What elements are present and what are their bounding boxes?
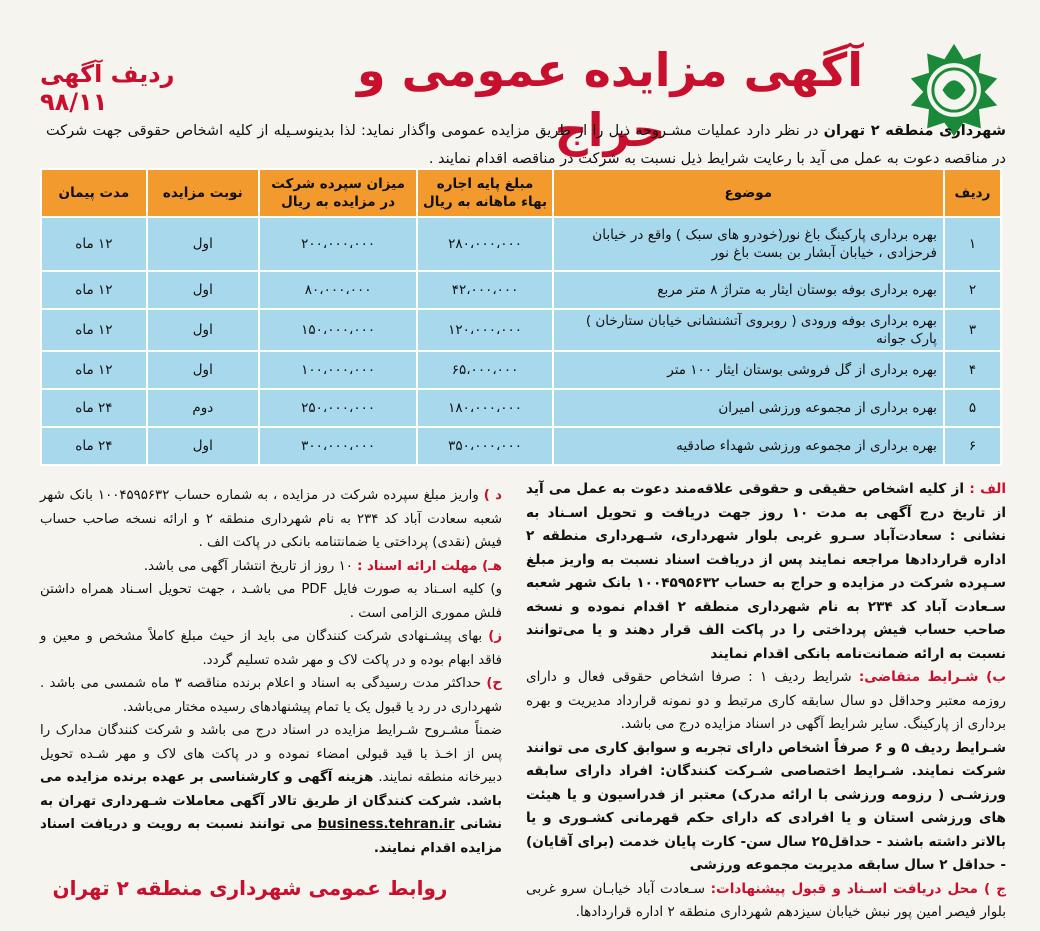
cell-base-rent: ۴۲،۰۰۰،۰۰۰	[417, 271, 552, 309]
cell-deposit: ۲۰۰،۰۰۰،۰۰۰	[259, 217, 418, 271]
condition-z: ز) بهای پیشـنهادی شرکت کنندگان می باید از حیث مبلغ کاملاً مشخص و معین و فاقد ابهام بوده و در پاکت لاک و مهر شده تسلیم گردد.	[40, 629, 502, 668]
cell-round: اول	[147, 217, 259, 271]
cell-deposit: ۱۵۰،۰۰۰،۰۰۰	[259, 309, 418, 351]
conditions-left-column	[40, 484, 502, 860]
table-row	[41, 309, 1001, 351]
condition-b-extra: شـرایط ردیف ۵ و ۶ صرفاً اشخاص دارای تجربه و سوابق کاری می توانند شرکت نمایند. شـرایط اختصاصی شـرکت کنندگان: افراد دارای سابقه ورزشـی ( رزومه ورزشی با ارائه مدرک) معتبر از فدراسیون و یا هیئت های ورزشی استان و یا افرادی که دارای حکم قهرمانی کشـوری و یا بالاتر داشته باشند - حداقل۲۵ سال سن- کارت پایان خدمت (برای آقایان) - حداقل ۲ سال سابقه مدیریت مجموعه ورزشی	[526, 739, 1007, 873]
cell-subject: بهره برداری پارکینگ باغ نور(خودرو های سبک ) واقع در خیابان فرحزادی ، خیابان آبشار بن بست باغ نور	[553, 217, 944, 271]
cell-round: اول	[147, 309, 259, 351]
cell-subject: بهره برداری بوفه بوستان ایثار به متراژ ۸ متر مربع	[553, 271, 944, 309]
header-row-number: ردیف	[944, 169, 1001, 217]
notice-title: آگهی مزایده عمومی و حراج	[356, 43, 864, 157]
ad-number: ردیف آگهی ۹۸/۱۱	[40, 60, 175, 116]
intro-paragraph	[46, 117, 1006, 173]
cell-base-rent: ۳۵۰،۰۰۰،۰۰۰	[417, 427, 552, 465]
table-row	[41, 389, 1001, 427]
cell-row: ۲	[944, 271, 1001, 309]
table-row	[41, 271, 1001, 309]
cell-duration: ۱۲ ماه	[41, 309, 147, 351]
conditions-right-column	[526, 478, 1006, 925]
cell-subject: بهره برداری از گل فروشی بوستان ایثار ۱۰۰ متر	[553, 351, 944, 389]
intro-bold: شهرداری منطقه ۲ تهران	[823, 122, 1007, 139]
cell-duration: ۲۴ ماه	[41, 427, 147, 465]
condition-h2: ح) حداکثر مدت رسیدگی به اسناد و اعلام برنده مناقصه ۳ ماه شمسی می باشد . شهرداری در رد یا قبول یک یا تمام پیشنهادهای رسیده مختار می‌باشد.	[40, 676, 502, 715]
header-base-rent: مبلغ پایه اجاره بهاء ماهانه به ریال	[417, 169, 552, 217]
condition-v: و) کلیه اسـناد به صورت فایل PDF می باشـد ، جهت تحویل اسـناد همراه داشتن فلش مموری الزامی است .	[40, 582, 502, 621]
cell-base-rent: ۱۸۰،۰۰۰،۰۰۰	[417, 389, 552, 427]
cell-base-rent: ۱۲۰،۰۰۰،۰۰۰	[417, 309, 552, 351]
auction-items-table	[40, 168, 1002, 466]
cell-row: ۴	[944, 351, 1001, 389]
condition-d: د ) واریز مبلغ سپرده شرکت در مزایده ، به شماره حساب ۱۰۰۴۵۹۵۶۳۲ بانک شهر شعبه سعادت آباد کد ۲۳۴ به نام شهرداری منطقه ۲ و ارائه نسخه صاحب حساب فیش (نقدی) پرداختی یا ضمانتنامه بانکی در پاکت الف .	[40, 488, 502, 550]
cell-duration: ۱۲ ماه	[41, 217, 147, 271]
condition-c: ج ) محل دریافت اسـناد و قبول پیشنهادات: سـعادت آباد خیابـان سرو غربی بلوار فیصر امین پور نبش خیابان سیزدهم شهرداری منطقه ۲ اداره قراردادها.	[526, 880, 1007, 920]
cell-row: ۶	[944, 427, 1001, 465]
footer-public-relations: روابط عمومی شهرداری منطقه ۲ تهران	[52, 876, 448, 900]
intro-text: در نظر دارد عملیات مشـروحه ذیل را از طریق مزایده عمومی واگذار نماید: لذا بدینوسـیله از کلیه اشخاص حقوقی جهت شرکت در مناقصه دعوت به عمل می آید با رعایت شرایط ذیل نسبت به شرکت در مناقصه اقدام نمایند .	[46, 122, 1006, 167]
cell-deposit: ۸۰،۰۰۰،۰۰۰	[259, 271, 418, 309]
cell-base-rent: ۲۸۰،۰۰۰،۰۰۰	[417, 217, 552, 271]
cell-subject: بهره برداری از مجموعه ورزشی امیران	[553, 389, 944, 427]
cell-duration: ۲۴ ماه	[41, 389, 147, 427]
header-subject: موضوع	[553, 169, 944, 217]
condition-a: الف : از کلیه اشخاص حقیقی و حقوقی علاقه‌مند دعوت به عمل می آید از تاریخ درج آگهی به مدت ۱۰ روز جهت دریافت و تحویل اسـناد به نشانی : سعادت‌آباد سـرو غربی بلوار شهرداری، شـهرداری منطقه ۲ اداره قراردادها مراجعه نمایند پس از دریافت اسناد نسبت به واریز مبلغ سـپرده شرکت در مزایده و حراج به حساب ۱۰۰۴۵۹۵۶۳۲ بانک شهر شعبه سـعادت آباد کد ۲۳۴ به نام شهرداری منطقه ۲ اقدام نموده و نسخه صاحب حساب فیش پرداختی را در پاکت الف قرار دهند و یا می‌توانند نسبت به ارائه ضمانت‌نامه بانکی اقدام نمایند	[526, 481, 1007, 662]
cell-round: اول	[147, 351, 259, 389]
cell-row: ۳	[944, 309, 1001, 351]
condition-b: ب) شـرایط متقاضی: شرایط ردیف ۱ : صرفا اشخاص حقوقی فعال و دارای روزمه معتبر وحداقل دو سال سابقه کاری مرتبط و دو نمونه قرارداد مدیریت و بهره برداری از پارکینگ. سایر شرایط آگهی در اسناد مزایده درج می باشد.	[526, 669, 1006, 732]
cell-duration: ۱۲ ماه	[41, 351, 147, 389]
condition-extra: ضمناً مشـروح شـرایط مزایده در اسناد درج می باشد و شرکت کنندگان مدارک را پس از اخـذ با قید قبولی امضاء نموده و در پاکت های لاک و مهر شـده تحویل دبیرخانه منطقه نمایند. هزینه آگهی و کارشناسی بر عهده برنده مزایده می باشد. شرکت کنندگان از طریق تالار آگهی معاملات شـهرداری تهران به نشانی business.tehran.ir می توانند نسبت به رویت و دریافت اسناد مزایده اقدام نمایند.	[40, 723, 503, 856]
cell-round: اول	[147, 271, 259, 309]
business-site-link[interactable]: business.tehran.ir	[317, 817, 455, 832]
cell-deposit: ۱۰۰،۰۰۰،۰۰۰	[259, 351, 418, 389]
cell-subject: بهره برداری بوفه ورودی ( روبروی آتشنشانی خیابان ستارخان ) پارک جوانه	[553, 309, 944, 351]
cell-round: اول	[147, 427, 259, 465]
table-row	[41, 427, 1001, 465]
condition-h: هـ) مهلت ارائه اسناد : ۱۰ روز از تاریخ انتشار آگهی می باشد.	[143, 558, 502, 574]
header-round: نوبت مزایده	[147, 169, 259, 217]
cell-deposit: ۲۵۰،۰۰۰،۰۰۰	[259, 389, 418, 427]
cell-row: ۵	[944, 389, 1001, 427]
cell-round: دوم	[147, 389, 259, 427]
header-duration: مدت پیمان	[41, 169, 147, 217]
cell-row: ۱	[944, 217, 1001, 271]
cell-deposit: ۳۰۰،۰۰۰،۰۰۰	[259, 427, 418, 465]
table-row	[41, 217, 1001, 271]
table-row	[41, 351, 1001, 389]
cell-subject: بهره برداری از مجموعه ورزشی شهداء صادقیه	[553, 427, 944, 465]
cell-base-rent: ۶۵،۰۰۰،۰۰۰	[417, 351, 552, 389]
cell-duration: ۱۲ ماه	[41, 271, 147, 309]
table-header-row	[41, 169, 1001, 217]
header-deposit: میزان سپرده شرکت در مزایده به ریال	[259, 169, 418, 217]
